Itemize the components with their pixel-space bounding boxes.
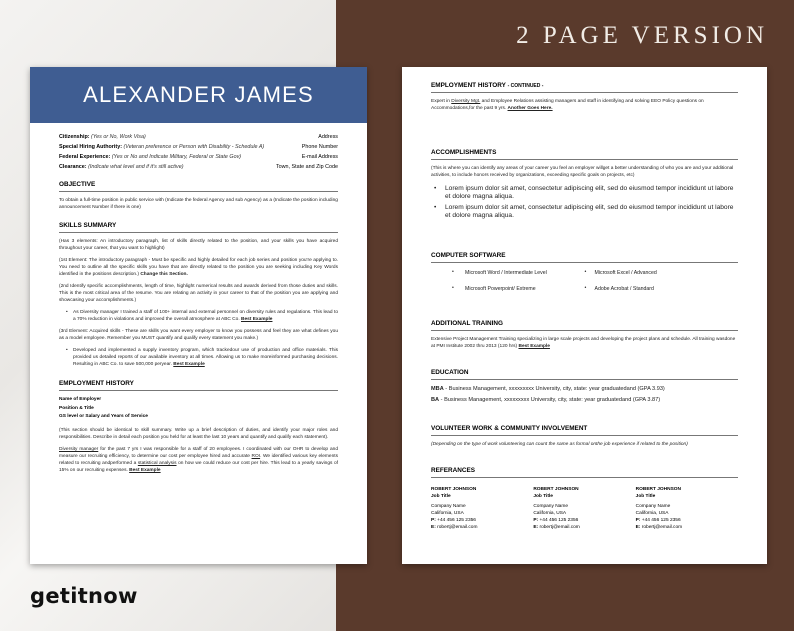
resume-page-1 bbox=[30, 67, 367, 564]
volunteer-section bbox=[431, 425, 738, 448]
software-list bbox=[431, 270, 738, 292]
training-text: Extensive Project Management Training specializing in large scale projects and developing the project plans and schedule. All training wasdone at PMI Institute 2002 thru 2013 (120 hrs) Best Example bbox=[431, 337, 736, 349]
education-item: BA - Business Management, xxxxxxxxx University, city, state: year graduatedand (GPA 3.87) bbox=[431, 397, 661, 403]
section-title-references: REFERANCES bbox=[431, 467, 738, 478]
software-item: • Microsoft Excel / Advanced bbox=[585, 270, 739, 276]
employment-details bbox=[59, 396, 338, 422]
software-item: • Adobe Acrobat / Standard bbox=[585, 286, 739, 292]
skills-intro: (Has 3 elements: An introductory paragraph, list of skills directly related to the position, and your skills you have acquired throughout your career, that you want to highlight) bbox=[59, 239, 338, 251]
software-item: • Microsoft Word / Intermediate Level bbox=[431, 270, 585, 276]
contact-row: Clearance: (Indicate what level and if it's still active) Town, State and Zip Code bbox=[59, 164, 338, 170]
position-title: Position & Title bbox=[59, 405, 94, 411]
reference-card: ROBERT JOHNSON Job Title Company Name California, USA P: +44 456 125 2356 E: robertj@email.com bbox=[431, 487, 478, 530]
education-list bbox=[431, 384, 738, 406]
contact-row: Citizenship: (Yes or No, Work Visa) Address bbox=[59, 134, 338, 140]
employment-continued-text: Expert in Diversity Mgt. and Employee Relations assisting managers and staff in identifying and solving EEO Policy questions on Accommodations,for the past 9 yrs. Another Goes Here. bbox=[431, 99, 704, 111]
section-title-volunteer: VOLUNTEER WORK & COMMUNITY INVOLVEMENT bbox=[431, 425, 738, 436]
section-title-accomplishments: ACCOMPLISHMENTS bbox=[431, 149, 738, 160]
section-title-skills: SKILLS SUMMARY bbox=[59, 222, 338, 233]
employment-example: Diversity manager for the past 7 yrs I was responsible for a staff of 20 employees. I coordinated with our OHR to develop and measure our recruiting efficiency, to determine our cost per employee hired and accurate ROI. We identified various key elements related to recruiting andperformed a statistical analysis on how we could reduce our cost per hire. This lead to a yearly savings of 15% on our recruiting expenses. Best Example bbox=[59, 446, 339, 473]
education-section bbox=[431, 369, 738, 406]
candidate-name: ALEXANDER JAMES bbox=[83, 82, 314, 107]
reference-card: ROBERT JOHNSON Job Title Company Name California, USA P: +44 456 125 2356 E: robertj@email.com bbox=[635, 487, 683, 530]
software-section bbox=[431, 252, 738, 292]
section-title-education: EDUCATION bbox=[431, 369, 738, 380]
section-title-employment-continued: EMPLOYMENT HISTORY - CONTINUED - bbox=[431, 82, 738, 93]
contact-block bbox=[59, 132, 338, 172]
skills-element-2: (2nd Identify specific accomplishments, length of time, highlight numerical results and awards derived from those duties and skills. This is the most critical area of the resume. You are relating an activity in your career to that of the position you are applying and showcasing your accomplishments.) bbox=[59, 284, 338, 303]
references-list bbox=[431, 486, 738, 531]
section-title-training: ADDITIONAL TRAINING bbox=[431, 320, 738, 331]
objective-text: To obtain a full-time position in public service with (Indicate the federal Agency and sub Agency) as a (Indicate the position including announcement Number if there is one) bbox=[59, 198, 338, 210]
reference-card: ROBERT JOHNSON Job Title Company Name California, USA P: +44 456 125 2356 E: robertj@email.com bbox=[533, 487, 580, 530]
training-section bbox=[431, 320, 738, 350]
accomplishments-intro: (This is where you can identify any areas of your career you feel an employer willget a better understanding of who you are and your additional activities, to include honors received by organizations, exceeding specific goals on projects, etc) bbox=[431, 166, 734, 178]
references-section bbox=[431, 467, 738, 531]
employment-description: (This section should be identical to skill summary. Write up a brief description of duties, and identify your major roles and responsibilities. Describe in detail each position you held for at least the last 10 years and quantify and qualify each statement). bbox=[59, 427, 338, 440]
section-title-software: COMPUTER SOFTWARE bbox=[431, 252, 738, 263]
education-item: MBA - Business Management, xxxxxxxxx University, city, state: year graduatedand (GPA 3.93) bbox=[431, 386, 665, 392]
gs-level: GS level or Salary and Years of Service bbox=[59, 414, 148, 419]
volunteer-text: (Depending on the type of work volunteering can count the same as formal onthe job experience if related to the position) bbox=[431, 442, 688, 447]
resume-page-2 bbox=[402, 67, 767, 564]
brand-logo: getitnow bbox=[30, 584, 138, 608]
page-version-heading: 2 PAGE VERSION bbox=[516, 22, 768, 49]
employer-name: Name of Employer bbox=[59, 397, 102, 402]
skills-element-1: (1st Element: The introductory paragraph - Must be specific and highly detailed for each job series and position you're applying to. You need to outline all the specific skills you have that are directly related to the position you are seeking including Key Words identified in the positions description.) Change this Section. bbox=[59, 258, 338, 277]
name-banner bbox=[30, 67, 367, 123]
software-item: • Microsoft Powerpoint/ Extreme bbox=[431, 286, 585, 292]
accomplishment-item: • Lorem ipsum dolor sit amet, consectetur adipiscing elit, sed do eiusmod tempor incididunt ut labore et dolore magna aliqua. bbox=[431, 185, 738, 202]
contact-row: Special Hiring Authority: (Veteran preference or Person with Disability - Schedule A) Phone Number bbox=[59, 144, 338, 150]
section-title-objective: OBJECTIVE bbox=[59, 181, 338, 192]
skills-bullet-1: • As Diversity manager I trained a staff of 100+ internal and external personnel on diversity rules and regulations. This lead to a 70% reduction in violations and improved the overall atmosphere at ABC Co. Best Example bbox=[59, 309, 338, 323]
contact-row: Federal Experience: (Yes or No and Indicate Military, Federal or State Gov) E-mail Address bbox=[59, 154, 338, 160]
employment-continued-section bbox=[431, 82, 738, 112]
skills-element-3: (3rd Element: Acquired skills - These are skills you want every employer to know you possess and feel they are what defines you as a model employee. Remember you MUST quantify and qualify every statement you make.) bbox=[59, 329, 338, 341]
section-title-employment: EMPLOYMENT HISTORY bbox=[59, 380, 338, 391]
skills-bullet-2: • Developed and implemented a supply inventory program, which trackedour use of production and office materials. This provided us detailed reports of our available inventory at all times. Allowing us to make moreinformed purchasing decisions. Resulting in ABC Co. to save 500,000 peryear. Best Example bbox=[59, 347, 338, 368]
accomplishments-section bbox=[431, 149, 738, 220]
accomplishment-item: • Lorem ipsum dolor sit amet, consectetur adipiscing elit, sed do eiusmod tempor incididunt ut labore et dolore magna aliqua. bbox=[431, 204, 738, 221]
